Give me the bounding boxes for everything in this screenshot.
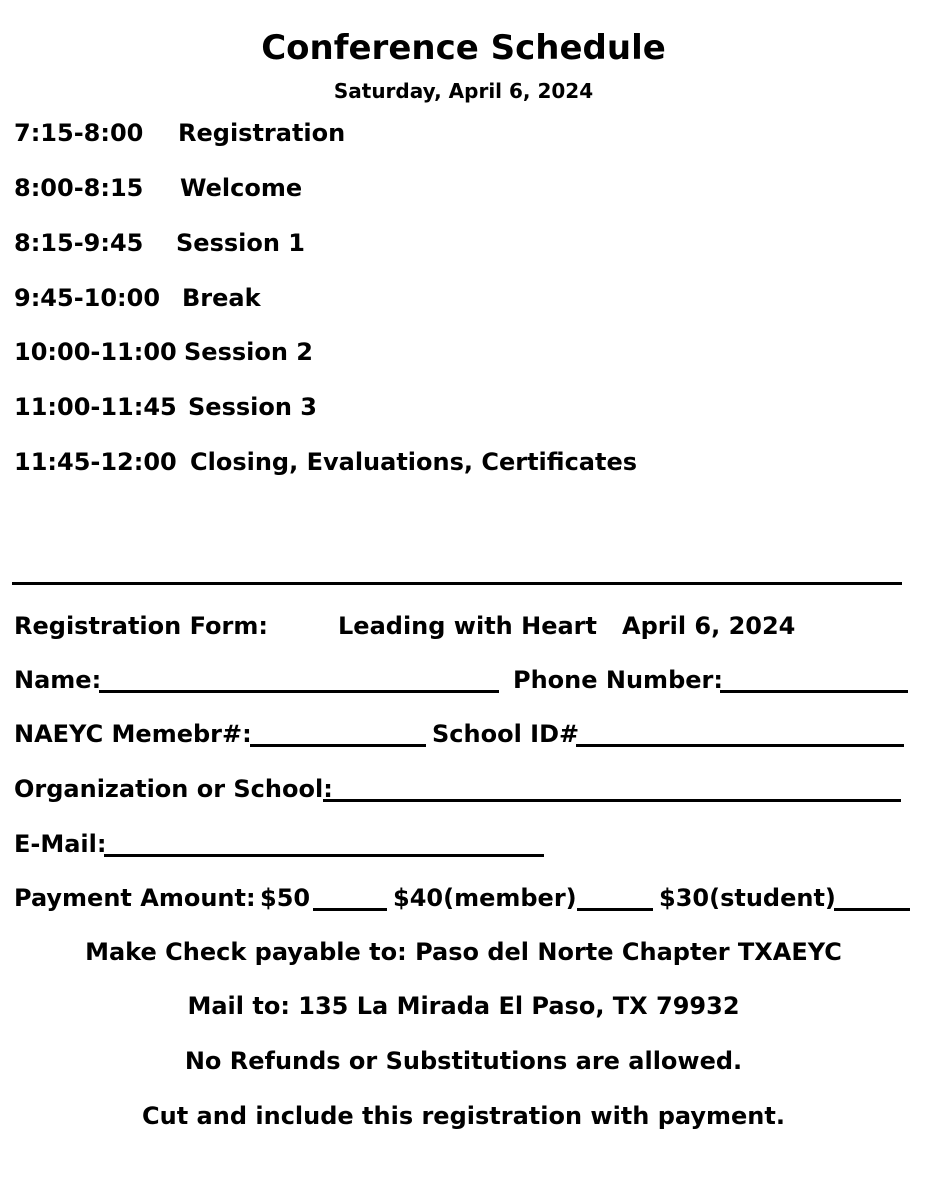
schedule-time: 10:00-11:00: [14, 338, 177, 366]
email-label: E-Mail:: [14, 830, 107, 858]
payment-30-field[interactable]: [834, 908, 910, 911]
cut-line-divider: [12, 582, 902, 585]
school-id-field[interactable]: [576, 744, 904, 747]
form-heading: Registration Form:: [14, 612, 268, 640]
schedule-event: Welcome: [180, 174, 303, 202]
schedule-time: 8:15-9:45: [14, 229, 144, 257]
name-field[interactable]: [99, 690, 499, 693]
member-number-field[interactable]: [250, 744, 426, 747]
page-title: Conference Schedule: [261, 28, 666, 68]
check-payable-note: Make Check payable to: Paso del Norte Chapter TXAEYC: [85, 938, 842, 966]
email-field[interactable]: [104, 854, 544, 857]
payment-option: $40(member): [393, 884, 577, 912]
schedule-event: Session 1: [176, 229, 305, 257]
schedule-time: 11:00-11:45: [14, 393, 177, 421]
payment-option: $30(student): [659, 884, 836, 912]
cut-instruction-note: Cut and include this registration with payment.: [142, 1102, 785, 1130]
event-date: April 6, 2024: [622, 612, 796, 640]
phone-label: Phone Number:: [513, 666, 723, 694]
payment-label: Payment Amount:: [14, 884, 256, 912]
organization-field[interactable]: [323, 799, 901, 802]
school-id-label: School ID#: [432, 720, 580, 748]
conference-date: Saturday, April 6, 2024: [333, 79, 594, 103]
organization-label: Organization or School:: [14, 775, 333, 803]
schedule-event: Session 3: [188, 393, 317, 421]
member-label: NAEYC Memebr#:: [14, 720, 252, 748]
refund-policy-note: No Refunds or Substitutions are allowed.: [184, 1047, 743, 1075]
payment-option: $50: [260, 884, 311, 912]
schedule-time: 8:00-8:15: [14, 174, 144, 202]
name-label: Name:: [14, 666, 102, 694]
schedule-event: Registration: [178, 119, 346, 147]
payment-50-field[interactable]: [313, 908, 387, 911]
schedule-event: Closing, Evaluations, Certificates: [190, 448, 638, 476]
schedule-time: 9:45-10:00: [14, 284, 161, 312]
phone-field[interactable]: [720, 690, 908, 693]
schedule-time: 7:15-8:00: [14, 119, 144, 147]
schedule-event: Break: [182, 284, 261, 312]
mail-to-note: Mail to: 135 La Mirada El Paso, TX 79932: [187, 992, 740, 1020]
schedule-time: 11:45-12:00: [14, 448, 177, 476]
schedule-event: Session 2: [184, 338, 313, 366]
payment-40-field[interactable]: [577, 908, 653, 911]
event-name: Leading with Heart: [338, 612, 597, 640]
